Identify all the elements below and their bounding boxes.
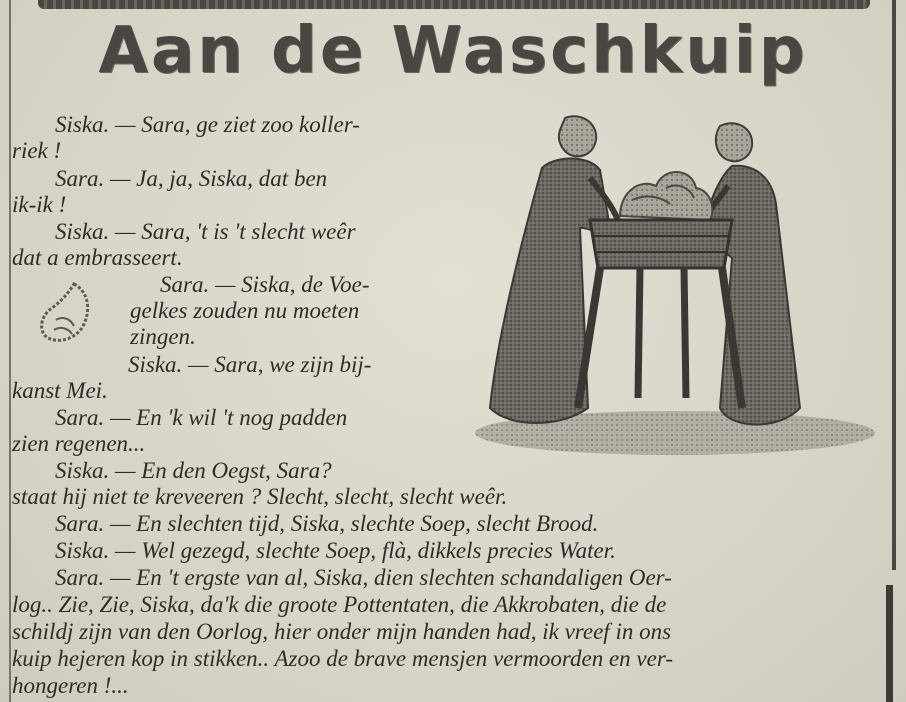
text-line: log.. Zie, Zie, Siska, da'k die groote Pottentaten, die Akkrobaten, die de [12, 592, 667, 617]
text-line: Sara. — En 't ergste van al, Siska, dien slechten schandaligen Oer- [55, 565, 672, 590]
text-line: kuip hejeren kop in stikken.. Azoo de brave mensjen vermoorden en ver- [12, 646, 674, 671]
text-line: Siska. — Sara, ge ziet zoo koller- [55, 112, 360, 137]
text-line: Siska. — Sara, we zijn bij- [128, 352, 372, 377]
left-column-rule [9, 0, 11, 702]
text-line: dat a embrasseert. [12, 245, 183, 270]
top-ornamental-border [38, 0, 870, 9]
text-line: Sara. — Ja, ja, Siska, dat ben [55, 166, 328, 191]
right-column-rule-lower [886, 585, 893, 702]
text-line: Siska. — En den Oegst, Sara? [55, 458, 332, 483]
text-line: zien regenen... [12, 431, 146, 456]
text-line: Sara. — En 'k wil 't nog padden [55, 405, 348, 430]
text-line: schildj zijn van den Oorlog, hier onder mijn handen had, ik vreef in ons [12, 619, 672, 644]
text-line: Siska. — Wel gezegd, slechte Soep, flà, dikkels precies Water. [55, 538, 616, 563]
shell-ornament-icon [34, 280, 98, 348]
washtub-illustration [470, 108, 880, 458]
text-line: Siska. — Sara, 't is 't slecht weêr [55, 219, 356, 244]
text-line: staat hij niet te kreveeren ? Slecht, slecht, slecht weêr. [12, 484, 508, 509]
text-line: zingen. [130, 324, 196, 349]
text-line: Sara. — Siska, de Voe- [160, 272, 370, 297]
text-line: Sara. — En slechten tijd, Siska, slechte Soep, slecht Brood. [55, 511, 599, 536]
text-line: kanst Mei. [12, 378, 108, 403]
article-headline: Aan de Waschkuip [98, 14, 808, 88]
text-line: gelkes zouden nu moeten [130, 298, 360, 323]
text-line: ik-ik ! [12, 192, 67, 217]
text-line: riek ! [12, 138, 62, 163]
text-line: hongeren !... [12, 673, 129, 698]
